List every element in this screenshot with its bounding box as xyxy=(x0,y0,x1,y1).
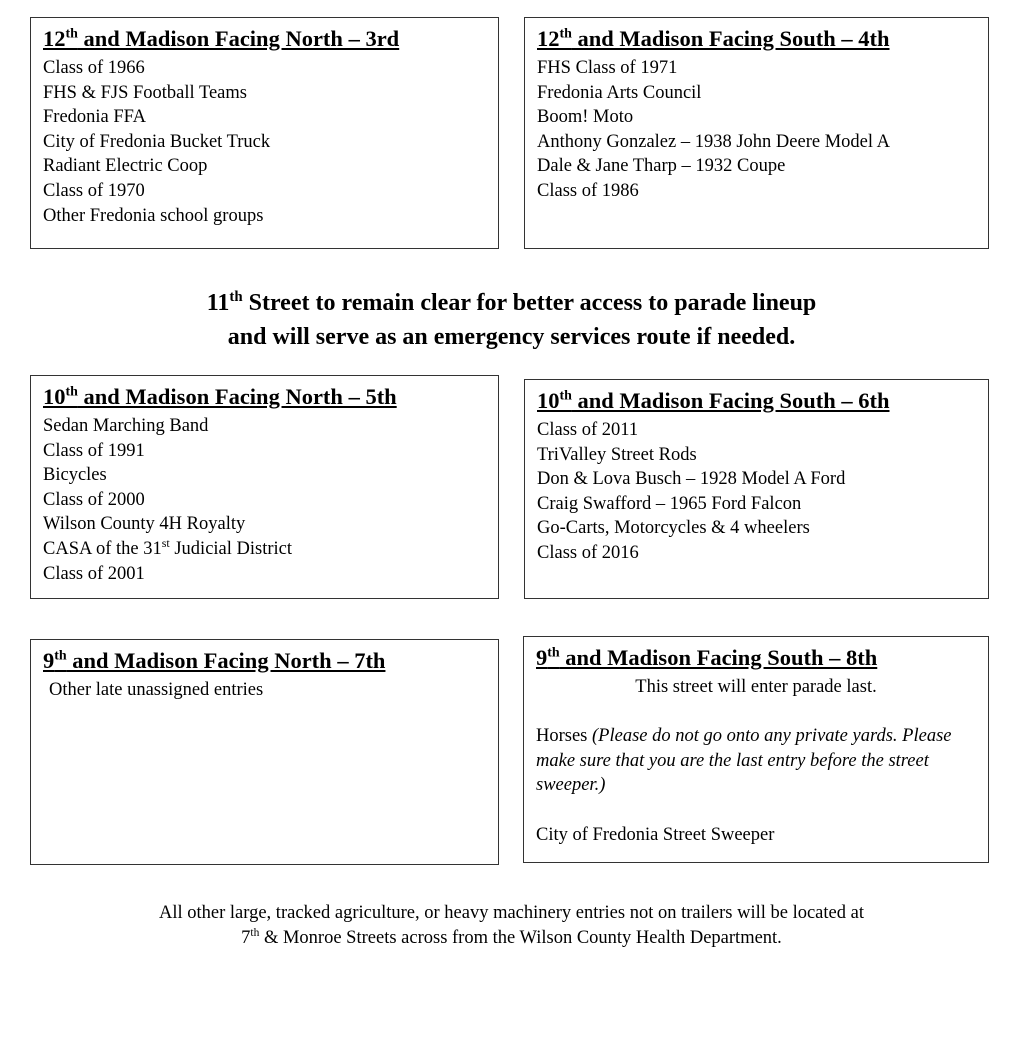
footer-text: & Monroe Streets across from the Wilson County Health Department. xyxy=(259,928,782,948)
section-heading xyxy=(537,386,976,416)
entry-item: Class of 1970 xyxy=(43,180,145,201)
entry-item: Class of 2016 xyxy=(537,542,639,563)
entry-item: Fredonia FFA xyxy=(43,107,146,128)
heading-ordinal: th xyxy=(65,26,78,42)
section-10th-south xyxy=(524,379,989,599)
casa-text: CASA of the 31 xyxy=(43,538,162,559)
enter-last-note: This street will enter parade last. xyxy=(635,677,877,697)
entry-item: Class of 1966 xyxy=(43,58,145,78)
entry-list xyxy=(43,678,486,703)
entry-item: Class of 2011 xyxy=(537,420,639,440)
heading-ordinal: th xyxy=(65,384,78,400)
heading-ordinal: th xyxy=(559,388,572,404)
entry-item: Go-Carts, Motorcycles & 4 wheelers xyxy=(537,518,810,539)
heavy-machinery-notice xyxy=(0,901,1023,951)
entry-item: Class of 2001 xyxy=(43,563,145,584)
entry-item: Bicycles xyxy=(43,465,107,486)
section-heading xyxy=(43,382,486,412)
notice-ordinal: th xyxy=(229,289,243,305)
notice-number: 11 xyxy=(206,290,230,316)
heading-text: and Madison Facing South – 6th xyxy=(571,388,890,413)
heading-text: and Madison Facing South – 8th xyxy=(559,645,878,670)
entry-list xyxy=(537,56,976,204)
section-heading xyxy=(536,643,976,673)
section-heading xyxy=(537,24,976,54)
entry-item: FHS & FJS Football Teams xyxy=(43,82,247,103)
footer-line-1: All other large, tracked agriculture, or heavy machinery entries not on trailers will be located at xyxy=(159,903,864,923)
horses-label: Horses xyxy=(536,726,593,747)
entry-list xyxy=(43,56,486,228)
casa-ordinal: st xyxy=(161,535,170,550)
entry-item: FHS Class of 1971 xyxy=(537,58,678,78)
section-9th-north xyxy=(30,639,499,865)
heading-text: and Madison Facing North – 5th xyxy=(77,384,397,409)
heading-number: 10 xyxy=(537,388,560,413)
entry-item: City of Fredonia Bucket Truck xyxy=(43,131,271,152)
heading-ordinal: th xyxy=(54,648,67,664)
spacer xyxy=(536,700,976,725)
heading-number: 9 xyxy=(536,645,548,670)
entry-item: Class of 2000 xyxy=(43,489,145,510)
entry-item: Boom! Moto xyxy=(537,107,634,128)
entry-item: TriValley Street Rods xyxy=(537,444,697,465)
entry-item: Radiant Electric Coop xyxy=(43,156,208,177)
entry-item xyxy=(43,537,486,562)
footer-number: 7 xyxy=(241,928,251,948)
heading-number: 12 xyxy=(43,26,66,51)
section-heading xyxy=(43,24,486,54)
heading-ordinal: th xyxy=(547,645,560,661)
section-12th-north xyxy=(30,17,499,249)
horses-entry xyxy=(536,724,976,798)
footer-line-2 xyxy=(0,926,1023,951)
street-clear-notice xyxy=(0,286,1023,354)
heading-text: and Madison Facing North – 7th xyxy=(66,648,386,673)
heading-number: 10 xyxy=(43,384,66,409)
section-heading xyxy=(43,646,486,676)
entry-item: Sedan Marching Band xyxy=(43,416,209,436)
heading-ordinal: th xyxy=(559,26,572,42)
entry-item: Class of 1986 xyxy=(537,180,639,201)
notice-text: Street to remain clear for better access to parade lineup xyxy=(242,290,817,316)
entry-item: Other Fredonia school groups xyxy=(43,205,264,226)
entry-item: Class of 1991 xyxy=(43,440,145,461)
notice-line-1 xyxy=(0,286,1023,320)
footer-ordinal: th xyxy=(250,926,260,939)
entry-list xyxy=(43,414,486,586)
entry-item: Fredonia Arts Council xyxy=(537,82,702,103)
spacer xyxy=(536,798,976,823)
horses-note: (Please do not go onto any private yards. Please make sure that you are the last entry before the street sweeper.) xyxy=(536,726,952,796)
entry-item: Don & Lova Busch – 1928 Model A Ford xyxy=(537,469,846,490)
entry-item: Wilson County 4H Royalty xyxy=(43,514,246,535)
notice-line-2: and will serve as an emergency services route if needed. xyxy=(227,324,796,350)
heading-number: 9 xyxy=(43,648,55,673)
entry-item: Anthony Gonzalez – 1938 John Deere Model A xyxy=(537,131,890,152)
heading-number: 12 xyxy=(537,26,560,51)
entry-item: Other late unassigned entries xyxy=(49,680,264,700)
section-12th-south xyxy=(524,17,989,249)
entry-list xyxy=(537,418,976,566)
entry-item: Dale & Jane Tharp – 1932 Coupe xyxy=(537,156,786,177)
casa-text-end: Judicial District xyxy=(169,538,293,559)
street-sweeper-entry: City of Fredonia Street Sweeper xyxy=(536,824,775,845)
heading-text: and Madison Facing North – 3rd xyxy=(77,26,400,51)
section-9th-south xyxy=(523,636,989,863)
section-10th-north xyxy=(30,375,499,599)
entry-item: Craig Swafford – 1965 Ford Falcon xyxy=(537,493,802,514)
heading-text: and Madison Facing South – 4th xyxy=(571,26,890,51)
